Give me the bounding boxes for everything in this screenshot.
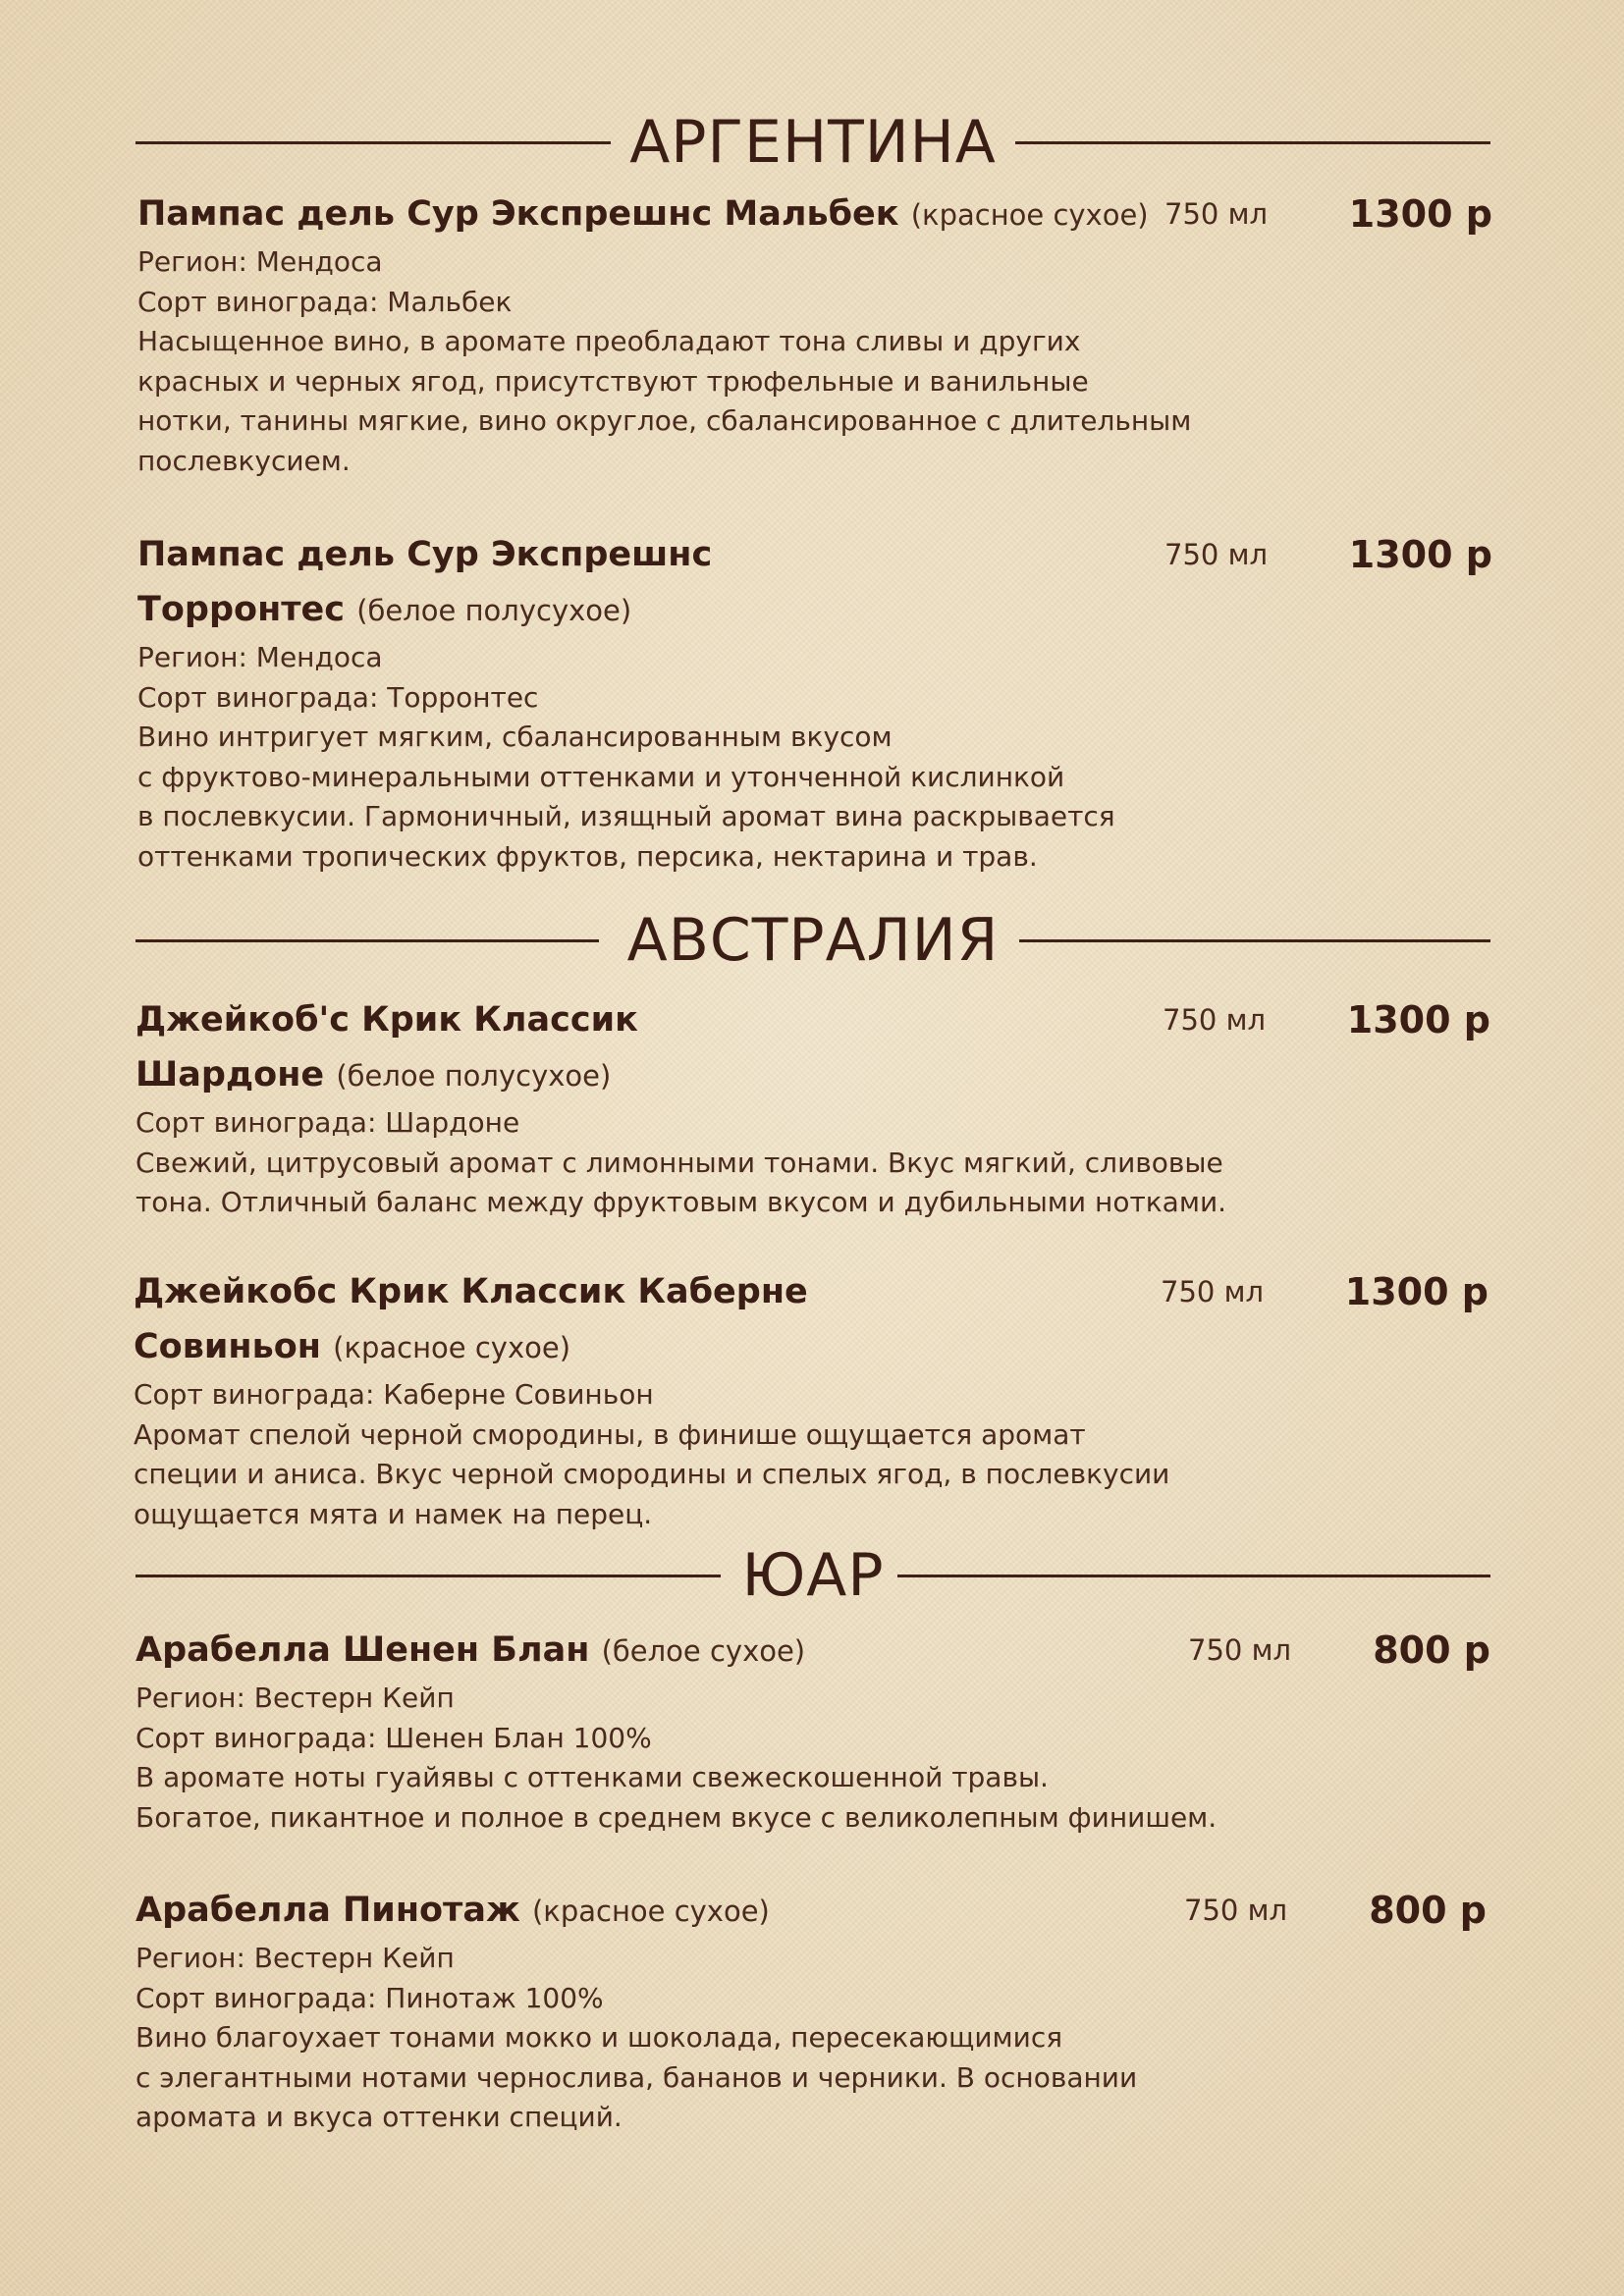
- wine-description: Сорт винограда: Шардоне Свежий, цитрусовый аромат с лимонными тонами. Вкус мягкий, сливовые тона. Отличный баланс между фруктовым вкусом и дубильными нотками.: [135, 1106, 1227, 1218]
- wine-price: 800 р: [1373, 1629, 1490, 1672]
- wine-item: [134, 1264, 1489, 1534]
- wine-type: (красное сухое): [333, 1331, 571, 1364]
- section-heading-rsa: [135, 1541, 1490, 1610]
- divider-left: [135, 141, 611, 144]
- wine-volume: 750 мл: [1164, 538, 1268, 571]
- wine-description: Регион: Мендоса Сорт винограда: Торронтес Вино интригует мягким, сбалансированным вкусом с фруктово-минеральными оттенками и утонченной кислинкой в послевкусии. Гармоничный, изящный аромат вина раскрывается оттенками тропических фруктов, персика, нектарина и трав.: [137, 641, 1115, 873]
- wine-name: Арабелла Шенен Блан (белое сухое): [135, 1630, 806, 1670]
- section-title: АРГЕНТИНА: [629, 108, 997, 177]
- wine-name: Джейкобс Крик Классик Каберне: [134, 1272, 808, 1311]
- wine-description: Регион: Вестерн Кейп Сорт винограда: Шенен Блан 100% В аромате ноты гуайявы с оттенками свежескошенной травы. Богатое, пикантное и полное в среднем вкусе с великолепным финишем.: [135, 1682, 1218, 1834]
- wine-item: [137, 527, 1492, 877]
- wine-name: Пампас дель Сур Экспрешнс: [137, 535, 713, 574]
- wine-description: Регион: Вестерн Кейп Сорт винограда: Пинотаж 100% Вино благоухает тонами мокко и шоколада, пересекающимися с элегантными нотами чернослива, бананов и черники. В основании аромата и вкуса оттенки специй.: [135, 1942, 1138, 2133]
- wine-price: 800 р: [1369, 1889, 1487, 1932]
- wine-name: Совиньон (красное сухое): [134, 1327, 571, 1366]
- wine-type: (красное сухое): [531, 1895, 770, 1928]
- wine-item: [137, 187, 1492, 481]
- wine-description: Сорт винограда: Каберне Совиньон Аромат спелой черной смородины, в финише ощущается аромат специи и аниса. Вкус черной смородины и спелых ягод, в послевкусии ощущается мята и намек на перец.: [134, 1378, 1170, 1530]
- section-title: АВСТРАЛИЯ: [626, 906, 1000, 975]
- wine-item: [135, 1623, 1490, 1838]
- wine-price: 1300 р: [1344, 1270, 1489, 1313]
- wine-name: Пампас дель Сур Экспрешнс Мальбек (красное сухое): [137, 194, 1149, 234]
- wine-description: Регион: Мендоса Сорт винограда: Мальбек Насыщенное вино, в аромате преобладают тона сливы и других красных и черных ягод, присутствуют трюфельные и ванильные нотки, танины мягкие, вино округлое, сбалансированное с длительным послевкусием.: [137, 245, 1192, 477]
- divider-right: [1019, 939, 1490, 942]
- wine-volume: 750 мл: [1188, 1633, 1291, 1667]
- wine-price: 1300 р: [1348, 533, 1492, 576]
- wine-price: 1300 р: [1348, 192, 1492, 236]
- wine-volume: 750 мл: [1184, 1894, 1287, 1927]
- wine-volume: 750 мл: [1164, 197, 1268, 231]
- wine-item: [135, 1883, 1490, 2138]
- wine-name: Торронтес (белое полусухое): [137, 590, 632, 629]
- section-heading-australia: [135, 906, 1490, 975]
- wine-item: [135, 992, 1490, 1223]
- wine-name: Арабелла Пинотаж (красное сухое): [135, 1891, 770, 1930]
- wine-type: (белое полусухое): [336, 1059, 612, 1093]
- wine-name: Джейкоб'с Крик Классик: [135, 1000, 638, 1040]
- wine-volume: 750 мл: [1161, 1275, 1264, 1308]
- divider-right: [1015, 141, 1490, 144]
- divider-left: [135, 1575, 721, 1577]
- wine-volume: 750 мл: [1163, 1003, 1266, 1037]
- divider-left: [135, 939, 599, 942]
- wine-price: 1300 р: [1346, 998, 1490, 1041]
- divider-right: [897, 1575, 1490, 1577]
- section-heading-argentina: [135, 108, 1490, 177]
- wine-type: (белое полусухое): [356, 594, 632, 627]
- section-title: ЮАР: [741, 1541, 885, 1610]
- wine-type: (красное сухое): [910, 198, 1149, 232]
- wine-name: Шардоне (белое полусухое): [135, 1055, 612, 1095]
- wine-type: (белое сухое): [601, 1634, 806, 1668]
